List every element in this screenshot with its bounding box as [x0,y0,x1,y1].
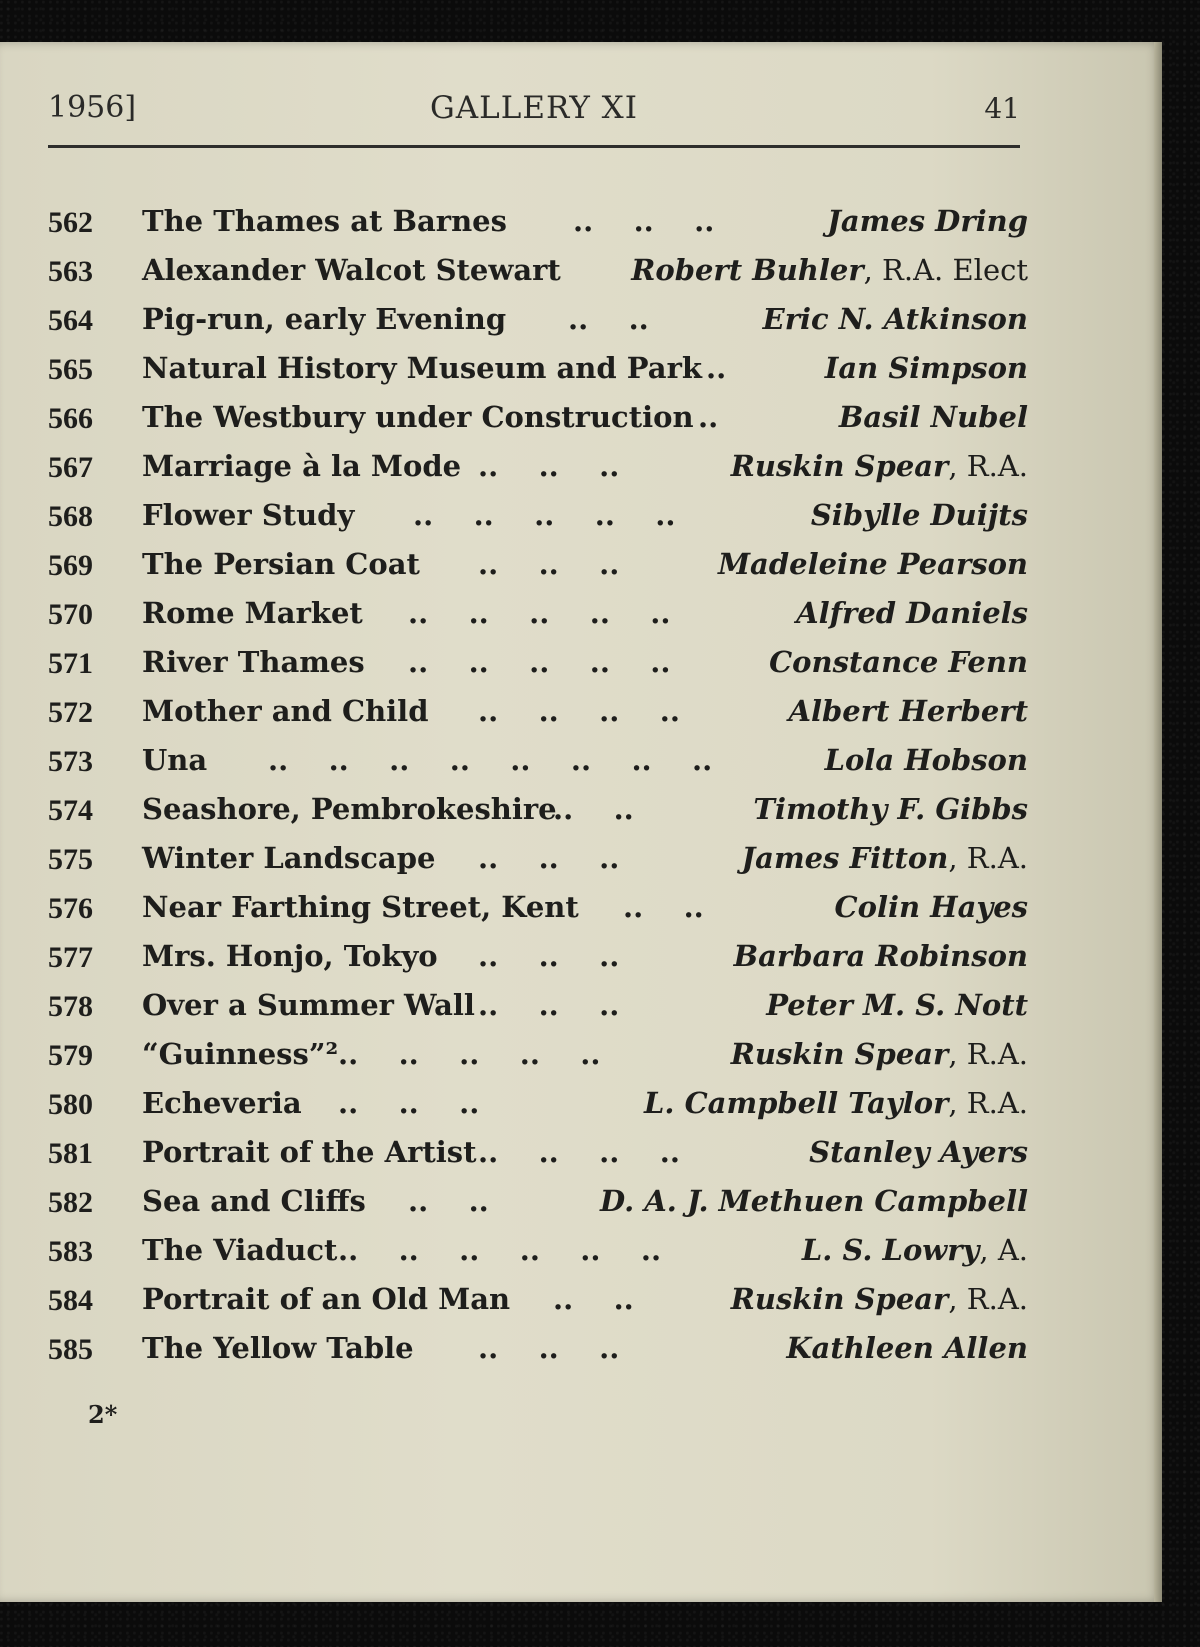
entry-number: 563 [48,255,93,288]
entry-number: 578 [48,990,93,1023]
entry-number: 566 [48,402,93,435]
entry-leader-dots: .. .. .. [478,939,620,973]
entry-number: 573 [48,745,93,778]
artist-suffix: , R.A. Elect [863,253,1028,287]
catalogue-entry [48,1131,1028,1180]
artist-name: Eric N. Atkinson [762,302,1028,336]
page-header [48,90,1020,140]
entry-title: River Thames [142,645,365,679]
entry-artist [827,204,1028,238]
entry-artist [766,988,1028,1022]
entry-title: Seashore, Pembrokeshire [142,792,557,826]
entry-title: Rome Market [142,596,363,630]
entry-artist [763,302,1028,336]
entry-artist [786,1331,1028,1365]
entry-artist [731,1282,1028,1316]
entry-artist [741,841,1028,875]
entry-leader-dots: .. .. .. [478,547,620,581]
entry-leader-dots: .. .. .. .. .. [408,596,671,630]
entry-leader-dots: .. .. .. .. .. [413,498,676,532]
artist-name: Alfred Daniels [796,596,1028,630]
artist-name: Lola Hobson [824,743,1028,777]
entry-number: 572 [48,696,93,729]
catalogue-entry [48,935,1028,984]
entry-artist [811,498,1028,532]
catalogue-entry [48,347,1028,396]
artist-name: Ruskin Spear [730,449,949,483]
artist-suffix: , A. [979,1233,1028,1267]
entry-title: Mother and Child [142,694,429,728]
entry-title: Winter Landscape [142,841,436,875]
entry-artist [835,890,1028,924]
entry-number: 580 [48,1088,93,1121]
catalogue-entry [48,592,1028,641]
catalogue-entry [48,690,1028,739]
entry-leader-dots: .. .. [408,1184,489,1218]
catalogue-entry [48,200,1028,249]
entry-title: Portrait of the Artist [142,1135,477,1169]
artist-name: Madeleine Pearson [717,547,1028,581]
entry-leader-dots: .. .. [553,792,634,826]
entry-leader-dots: .. .. .. .. .. [408,645,671,679]
artist-name: Sibylle Duijts [810,498,1028,532]
entry-title: Pig-run, early Evening [142,302,507,336]
entry-number: 576 [48,892,93,925]
artist-name: Albert Herbert [788,694,1028,728]
entry-artist [802,1233,1028,1267]
entry-number: 570 [48,598,93,631]
artist-name: James Dring [827,204,1028,238]
catalogue-entry [48,543,1028,592]
entry-artist [644,1086,1028,1120]
artist-name: Robert Buhler [631,253,864,287]
entry-artist [825,351,1028,385]
entry-title: Marriage à la Mode [142,449,462,483]
artist-name: Constance Fenn [769,645,1028,679]
entry-number: 564 [48,304,93,337]
entry-number: 567 [48,451,93,484]
entry-title: The Viaduct [142,1233,338,1267]
catalogue-entry [48,837,1028,886]
artist-name: Barbara Robinson [733,939,1028,973]
catalogue-entry [48,1180,1028,1229]
entry-title: Sea and Cliffs [142,1184,366,1218]
entry-leader-dots: .. .. .. .. .. .. [338,1233,662,1267]
entry-number: 581 [48,1137,93,1170]
entry-title: Over a Summer Wall [142,988,475,1022]
entry-leader-dots: .. .. .. [338,1086,480,1120]
catalogue-entry [48,1082,1028,1131]
entry-number: 579 [48,1039,93,1072]
entry-title: Alexander Walcot Stewart [142,253,561,287]
entry-number: 577 [48,941,93,974]
entry-title: Natural History Museum and Park [142,351,702,385]
entry-artist [731,1037,1028,1071]
entry-number: 571 [48,647,93,680]
entry-title: The Persian Coat [142,547,420,581]
catalogue-entry [48,1278,1028,1327]
entry-title: Flower Study [142,498,355,532]
entry-number: 565 [48,353,93,386]
artist-name: Peter M. S. Nott [766,988,1028,1022]
catalogue-entry [48,739,1028,788]
catalogue-entry [48,788,1028,837]
artist-name: Kathleen Allen [786,1331,1028,1365]
artist-name: Timothy F. Gibbs [753,792,1028,826]
entry-leader-dots: .. [706,351,727,385]
artist-name: L. Campbell Taylor [643,1086,949,1120]
artist-name: Ruskin Spear [730,1282,949,1316]
artist-name: Colin Hayes [834,890,1028,924]
entry-artist [753,792,1028,826]
entry-artist [600,1184,1028,1218]
artist-suffix: , R.A. [948,449,1028,483]
entry-title: Echeveria [142,1086,302,1120]
catalogue-entry [48,1033,1028,1082]
page-edge [1154,42,1162,1602]
entry-number: 574 [48,794,93,827]
entry-title: The Yellow Table [142,1331,414,1365]
entry-leader-dots: .. .. .. [478,988,620,1022]
entry-leader-dots: .. .. .. [478,1331,620,1365]
entry-number: 585 [48,1333,93,1366]
artist-name: James Fitton [741,841,949,875]
entry-title: Portrait of an Old Man [142,1282,511,1316]
entry-leader-dots: .. .. .. [573,204,715,238]
entry-artist [809,1135,1028,1169]
entry-leader-dots: .. .. [623,890,704,924]
catalogue-entry [48,984,1028,1033]
entry-artist [796,596,1028,630]
artist-suffix: , R.A. [948,841,1028,875]
artist-name: Basil Nubel [838,400,1028,434]
entry-title: Mrs. Honjo, Tokyo [142,939,438,973]
entry-leader-dots: .. .. .. .. .. .. .. .. [268,743,713,777]
catalogue-entry [48,1229,1028,1278]
entry-number: 582 [48,1186,93,1219]
artist-suffix: , R.A. [948,1086,1028,1120]
entry-artist [839,400,1028,434]
entry-title: “Guinness”² [142,1037,339,1071]
entry-artist [631,253,1028,287]
entry-number: 584 [48,1284,93,1317]
header-year: 1956] [48,90,137,125]
catalogue-entry [48,249,1028,298]
catalogue-entry [48,1327,1028,1376]
artist-name: Stanley Ayers [809,1135,1028,1169]
entry-artist [769,645,1028,679]
signature-mark: 2* [88,1400,118,1429]
header-page-number: 41 [984,92,1020,125]
entry-leader-dots: .. .. .. .. [478,694,680,728]
catalogue-entry-list [48,200,1028,1376]
entry-artist [788,694,1028,728]
entry-artist [734,939,1028,973]
entry-number: 569 [48,549,93,582]
header-title: GALLERY XI [430,90,638,126]
entry-artist [825,743,1028,777]
entry-leader-dots: .. .. [568,302,649,336]
catalogue-entry [48,396,1028,445]
entry-number: 575 [48,843,93,876]
artist-suffix: , R.A. [948,1282,1028,1316]
artist-name: L. S. Lowry [801,1233,980,1267]
entry-artist [731,449,1028,483]
entry-number: 568 [48,500,93,533]
entry-title: Una [142,743,208,777]
entry-title: Near Farthing Street, Kent [142,890,579,924]
catalogue-entry [48,886,1028,935]
entry-title: The Thames at Barnes [142,204,507,238]
catalogue-entry [48,298,1028,347]
entry-leader-dots: .. .. .. [478,841,620,875]
catalogue-entry [48,641,1028,690]
entry-artist [718,547,1028,581]
artist-name: D. A. J. Methuen Campbell [599,1184,1028,1218]
entry-leader-dots: .. .. .. .. .. [338,1037,601,1071]
artist-name: Ian Simpson [824,351,1028,385]
artist-name: Ruskin Spear [730,1037,949,1071]
artist-suffix: , R.A. [948,1037,1028,1071]
entry-leader-dots: .. .. [553,1282,634,1316]
entry-leader-dots: .. .. .. .. [478,1135,680,1169]
entry-leader-dots: .. .. .. [478,449,620,483]
entry-number: 562 [48,206,93,239]
entry-title: The Westbury under Construction [142,400,694,434]
entry-number: 583 [48,1235,93,1268]
catalogue-entry [48,445,1028,494]
header-rule [48,145,1020,148]
catalogue-entry [48,494,1028,543]
entry-leader-dots: .. [698,400,719,434]
